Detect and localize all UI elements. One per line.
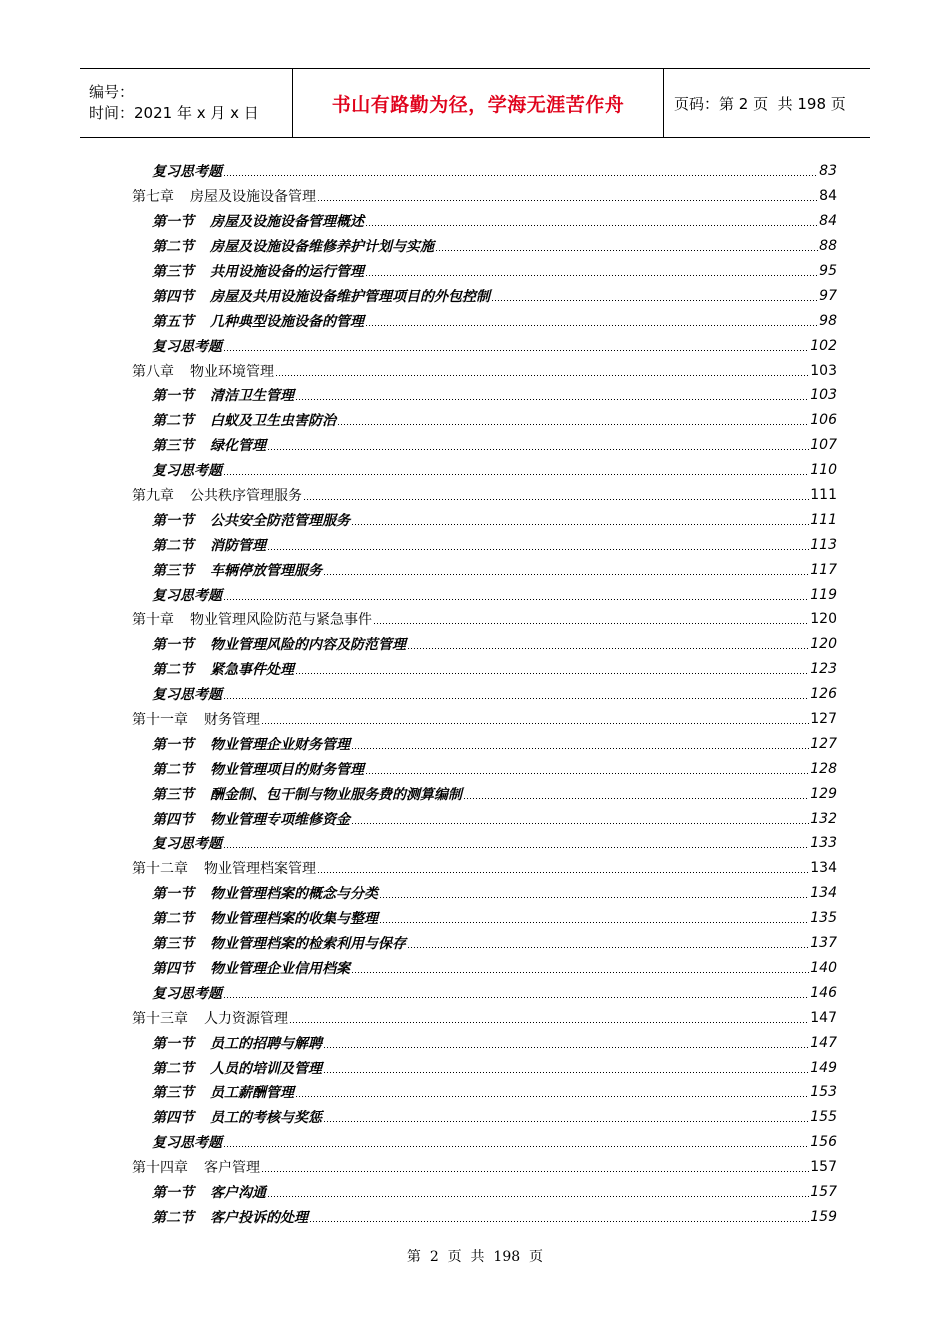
toc-entry-title: 物业管理档案的检索利用与保存 — [210, 936, 406, 953]
toc-chapter-row[interactable] — [132, 358, 837, 383]
toc-entry-title: 消防管理 — [210, 537, 266, 554]
toc-entry-title: 复习思考题 — [152, 985, 222, 1002]
toc-entry-title: 清洁卫生管理 — [210, 388, 294, 405]
toc-entry-title: 公共秩序管理服务 — [190, 488, 302, 505]
toc-entry-number: 第二节 — [152, 413, 194, 430]
toc-section-row[interactable] — [132, 980, 837, 1005]
toc-dot-leader — [275, 365, 809, 379]
toc-section-row[interactable] — [132, 781, 837, 806]
toc-entry-number: 第一节 — [152, 637, 194, 654]
toc-page-number: 120 — [810, 636, 837, 653]
toc-section-row[interactable] — [132, 582, 837, 607]
toc-entry-number: 第三节 — [152, 264, 194, 280]
toc-entry-number: 第二节 — [152, 911, 194, 928]
toc-section-row[interactable] — [132, 507, 837, 532]
toc-page-number: 153 — [810, 1084, 837, 1101]
toc-entry-number: 第五节 — [152, 313, 194, 330]
toc-entry-title: 绿化管理 — [210, 438, 266, 455]
toc-entry-number: 第三节 — [152, 438, 194, 455]
toc-entry-number: 第一节 — [152, 214, 194, 231]
toc-chapter-row[interactable] — [132, 184, 837, 209]
toc-entry-title: 物业管理企业财务管理 — [210, 736, 350, 753]
toc-dot-leader — [261, 713, 809, 727]
toc-entry-title: 复习思考题 — [152, 164, 222, 181]
toc-entry-title: 物业管理项目的财务管理 — [210, 761, 364, 778]
toc-page-number: 155 — [810, 1109, 837, 1126]
toc-page-number: 123 — [810, 661, 837, 678]
toc-dot-leader — [289, 1012, 809, 1026]
toc-page-number: 135 — [810, 910, 837, 927]
toc-page-number: 84 — [819, 188, 837, 205]
toc-dot-leader — [223, 987, 809, 1001]
toc-page-number: 97 — [819, 287, 837, 304]
code-label: 编号： — [89, 83, 135, 101]
toc-entry-number: 第八章 — [132, 363, 174, 380]
toc-section-row[interactable] — [132, 682, 837, 707]
toc-page-number: 107 — [810, 437, 837, 454]
toc-page-number: 128 — [810, 760, 837, 777]
toc-entry-title: 员工的考核与奖惩 — [210, 1110, 322, 1127]
toc-section-row[interactable] — [132, 408, 837, 433]
toc-dot-leader — [407, 638, 809, 652]
toc-dot-leader — [323, 1111, 809, 1125]
toc-page-number: 147 — [810, 1009, 837, 1026]
toc-section-row[interactable] — [132, 532, 837, 557]
toc-dot-leader — [223, 688, 809, 702]
toc-section-row[interactable] — [132, 881, 837, 906]
toc-entry-number: 第二节 — [152, 1209, 194, 1226]
toc-entry-title: 物业管理专项维修资金 — [210, 811, 350, 828]
toc-section-row[interactable] — [132, 906, 837, 931]
toc-chapter-row[interactable] — [132, 1155, 837, 1180]
toc-dot-leader — [295, 663, 809, 677]
toc-chapter-row[interactable] — [132, 1005, 837, 1030]
toc-dot-leader — [351, 514, 809, 528]
toc-section-row[interactable] — [132, 1130, 837, 1155]
toc-section-row[interactable] — [132, 956, 837, 981]
toc-page-number: 111 — [810, 511, 837, 528]
toc-dot-leader — [223, 165, 818, 179]
toc-dot-leader — [223, 837, 809, 851]
toc-dot-leader — [267, 439, 809, 453]
toc-entry-number: 第一节 — [152, 886, 194, 903]
toc-entry-title: 复习思考题 — [152, 1135, 222, 1152]
toc-section-row[interactable] — [132, 931, 837, 956]
toc-page-number: 132 — [810, 810, 837, 827]
toc-dot-leader — [223, 589, 809, 603]
toc-dot-leader — [295, 1086, 809, 1100]
toc-dot-leader — [373, 613, 809, 627]
toc-page-number: 103 — [810, 362, 837, 379]
toc-dot-leader — [223, 1136, 809, 1150]
toc-entry-title: 房屋及共用设施设备维护管理项目的外包控制 — [210, 288, 490, 305]
toc-section-row[interactable] — [132, 159, 837, 184]
toc-section-row[interactable] — [132, 234, 837, 259]
toc-entry-number: 第四节 — [152, 1110, 194, 1127]
toc-entry-title: 客户沟通 — [210, 1184, 266, 1201]
toc-dot-leader — [351, 962, 809, 976]
toc-entry-title: 员工的招聘与解聘 — [210, 1035, 322, 1052]
toc-section-row[interactable] — [132, 1055, 837, 1080]
toc-dot-leader — [267, 539, 809, 553]
toc-section-row[interactable] — [132, 1080, 837, 1105]
toc-dot-leader — [295, 389, 809, 403]
toc-section-row[interactable] — [132, 1030, 837, 1055]
toc-page-number: 126 — [810, 686, 837, 703]
toc-chapter-row[interactable] — [132, 856, 837, 881]
toc-chapter-row[interactable] — [132, 707, 837, 732]
toc-entry-number: 第十章 — [132, 612, 174, 629]
toc-chapter-row[interactable] — [132, 483, 837, 508]
toc-entry-number: 第一节 — [152, 1184, 194, 1201]
toc-entry-title: 物业环境管理 — [190, 363, 274, 380]
toc-entry-title: 员工薪酬管理 — [210, 1085, 294, 1102]
page-header — [80, 68, 870, 138]
toc-entry-title: 公共安全防范管理服务 — [210, 512, 350, 529]
toc-entry-number: 第一节 — [152, 512, 194, 529]
header-page-info — [664, 69, 870, 137]
header-meta — [80, 69, 292, 137]
toc-page-number: 98 — [819, 312, 837, 329]
toc-entry-number: 第二节 — [152, 1060, 194, 1077]
toc-dot-leader — [323, 564, 809, 578]
toc-entry-title: 房屋及设施设备维修养护计划与实施 — [210, 239, 434, 256]
toc-page-number: 102 — [810, 337, 837, 354]
toc-entry-number: 第四节 — [152, 811, 194, 828]
toc-entry-number: 第十三章 — [132, 1010, 188, 1027]
toc-section-row[interactable] — [132, 731, 837, 756]
toc-entry-number: 第一节 — [152, 388, 194, 405]
toc-page-number: 147 — [810, 1034, 837, 1051]
toc-section-row[interactable] — [132, 557, 837, 582]
toc-page-number: 111 — [810, 487, 837, 504]
page-info-text: 页码：第 2 页 共 198 页 — [674, 94, 846, 113]
toc-page-number: 113 — [810, 536, 837, 553]
toc-entry-number: 第三节 — [152, 786, 194, 803]
toc-page-number: 127 — [810, 711, 837, 728]
toc-section-row[interactable] — [132, 756, 837, 781]
toc-entry-title: 白蚁及卫生虫害防治 — [210, 413, 336, 430]
date-label: 时间：2021 年 x 月 x 日 — [89, 104, 259, 122]
toc-entry-title: 物业管理企业信用档案 — [210, 960, 350, 977]
toc-dot-leader — [407, 937, 809, 951]
toc-dot-leader — [223, 340, 809, 354]
toc-entry-title: 物业管理档案管理 — [204, 861, 316, 878]
toc-entry-title: 紧急事件处理 — [210, 662, 294, 679]
header-motto — [292, 69, 664, 137]
toc-section-row[interactable] — [132, 333, 837, 358]
toc-section-row[interactable] — [132, 1204, 837, 1229]
toc-page-number: 137 — [810, 935, 837, 952]
toc-dot-leader — [317, 190, 818, 204]
toc-entry-title: 房屋及设施设备管理概述 — [210, 214, 364, 231]
toc-page-number: 106 — [810, 412, 837, 429]
toc-page-number: 134 — [810, 885, 837, 902]
toc-page-number: 84 — [819, 213, 837, 230]
toc-entry-title: 房屋及设施设备管理 — [190, 189, 316, 206]
toc-dot-leader — [379, 912, 809, 926]
toc-dot-leader — [365, 265, 818, 279]
toc-entry-title: 客户管理 — [204, 1160, 260, 1177]
toc-entry-title: 物业管理风险的内容及防范管理 — [210, 637, 406, 654]
toc-section-row[interactable] — [132, 283, 837, 308]
toc-entry-title: 财务管理 — [204, 712, 260, 729]
page-footer: 第 2 页 共 198 页 — [406, 1249, 544, 1265]
toc-section-row[interactable] — [132, 308, 837, 333]
toc-entry-number: 第七章 — [132, 189, 174, 206]
toc-section-row[interactable] — [132, 632, 837, 657]
toc-entry-number: 第三节 — [152, 936, 194, 953]
toc-entry-number: 第四节 — [152, 960, 194, 977]
toc-section-row[interactable] — [132, 831, 837, 856]
toc-entry-title: 酬金制、包干制与物业服务费的测算编制 — [210, 786, 462, 803]
toc-entry-number: 第九章 — [132, 488, 174, 505]
toc-dot-leader — [323, 1062, 809, 1076]
toc-entry-title: 人力资源管理 — [204, 1010, 288, 1027]
toc-entry-title: 物业管理档案的概念与分类 — [210, 886, 378, 903]
toc-entry-title: 几种典型设施设备的管理 — [210, 313, 364, 330]
toc-page-number: 127 — [810, 735, 837, 752]
toc-page-number: 149 — [810, 1059, 837, 1076]
toc-entry-number: 第十二章 — [132, 861, 188, 878]
table-of-contents — [132, 159, 837, 1229]
toc-entry-title: 车辆停放管理服务 — [210, 562, 322, 579]
toc-page-number: 157 — [810, 1183, 837, 1200]
toc-dot-leader — [379, 887, 809, 901]
toc-entry-title: 共用设施设备的运行管理 — [210, 264, 364, 280]
toc-dot-leader — [365, 215, 818, 229]
toc-page-number: 140 — [810, 959, 837, 976]
toc-section-row[interactable] — [132, 657, 837, 682]
toc-entry-number: 第二节 — [152, 537, 194, 554]
toc-page-number: 157 — [810, 1159, 837, 1176]
toc-dot-leader — [365, 763, 809, 777]
toc-page-number: 95 — [819, 263, 837, 279]
toc-entry-number: 第三节 — [152, 1085, 194, 1102]
toc-entry-title: 复习思考题 — [152, 463, 222, 480]
toc-section-row[interactable] — [132, 1105, 837, 1130]
toc-section-row[interactable] — [132, 259, 837, 284]
toc-page-number: 146 — [810, 984, 837, 1001]
toc-dot-leader — [491, 290, 818, 304]
toc-entry-number: 第一节 — [152, 736, 194, 753]
toc-section-row[interactable] — [132, 806, 837, 831]
toc-page-number: 119 — [810, 586, 837, 603]
toc-section-row[interactable] — [132, 383, 837, 408]
toc-dot-leader — [351, 813, 809, 827]
toc-page-number: 134 — [810, 860, 837, 877]
toc-page-number: 133 — [810, 835, 837, 852]
toc-page-number: 83 — [819, 163, 837, 180]
toc-section-row[interactable] — [132, 433, 837, 458]
toc-entry-number: 第二节 — [152, 761, 194, 778]
toc-entry-number: 第一节 — [152, 1035, 194, 1052]
toc-entry-title: 复习思考题 — [152, 687, 222, 704]
toc-section-row[interactable] — [132, 209, 837, 234]
toc-page-number: 120 — [810, 611, 837, 628]
toc-entry-title: 复习思考题 — [152, 338, 222, 355]
toc-entry-number: 第二节 — [152, 239, 194, 256]
toc-page-number: 88 — [819, 238, 837, 255]
toc-entry-title: 客户投诉的处理 — [210, 1209, 308, 1226]
toc-entry-title: 复习思考题 — [152, 587, 222, 604]
toc-dot-leader — [317, 862, 809, 876]
toc-entry-number: 第十一章 — [132, 712, 188, 729]
toc-chapter-row[interactable] — [132, 607, 837, 632]
toc-entry-title: 物业管理档案的收集与整理 — [210, 911, 378, 928]
toc-entry-title: 人员的培训及管理 — [210, 1060, 322, 1077]
toc-page-number: 156 — [810, 1134, 837, 1151]
toc-section-row[interactable] — [132, 1180, 837, 1205]
toc-page-number: 117 — [810, 561, 837, 578]
toc-section-row[interactable] — [132, 458, 837, 483]
toc-dot-leader — [267, 1186, 809, 1200]
toc-page-number: 129 — [810, 785, 837, 802]
toc-entry-title: 复习思考题 — [152, 836, 222, 853]
toc-dot-leader — [261, 1161, 809, 1175]
toc-dot-leader — [323, 1037, 809, 1051]
toc-dot-leader — [463, 788, 809, 802]
toc-dot-leader — [303, 489, 809, 503]
toc-dot-leader — [351, 738, 809, 752]
motto-text: 书山有路勤为径，学海无涯苦作舟 — [331, 93, 625, 116]
toc-dot-leader — [223, 464, 809, 478]
toc-dot-leader — [365, 315, 818, 329]
toc-page-number: 159 — [810, 1208, 837, 1225]
toc-page-number: 110 — [810, 462, 837, 479]
toc-entry-number: 第二节 — [152, 662, 194, 679]
toc-dot-leader — [435, 240, 818, 254]
toc-entry-number: 第三节 — [152, 562, 194, 579]
toc-page-number: 103 — [810, 387, 837, 404]
toc-entry-number: 第十四章 — [132, 1160, 188, 1177]
toc-dot-leader — [309, 1211, 809, 1225]
toc-entry-number: 第四节 — [152, 288, 194, 305]
toc-entry-title: 物业管理风险防范与紧急事件 — [190, 612, 372, 629]
toc-dot-leader — [337, 414, 809, 428]
